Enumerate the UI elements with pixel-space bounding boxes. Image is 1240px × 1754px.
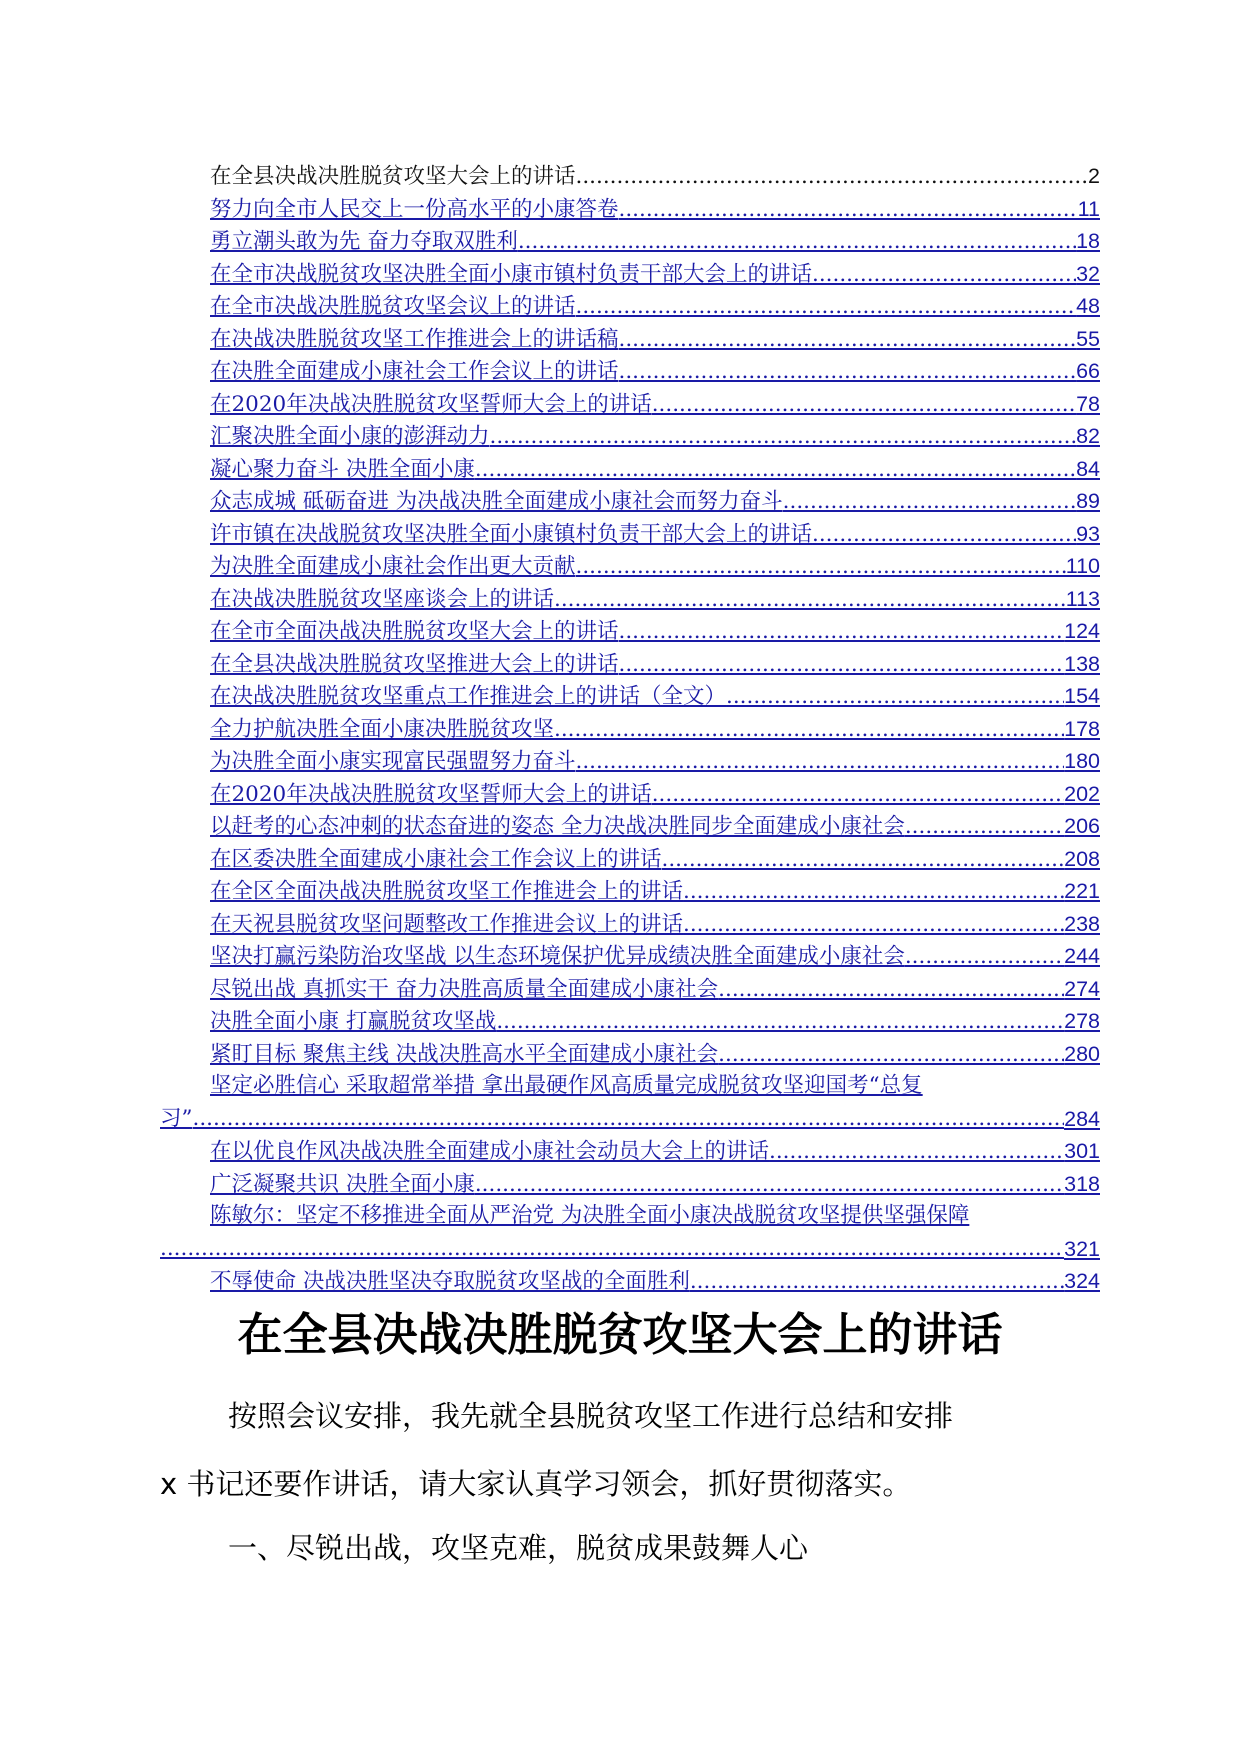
toc-page-number: 48 (1076, 294, 1100, 318)
toc-entry-link[interactable] (160, 323, 1100, 356)
toc-page-number: 180 (1064, 749, 1100, 773)
toc-dot-leader (619, 324, 1077, 357)
toc-dot-leader (812, 259, 1076, 292)
toc-dot-leader (783, 486, 1076, 519)
toc-entry-title: 紧盯目标 聚焦主线 决战决胜高水平全面建成小康社会 (210, 1041, 719, 1067)
toc-page-number: 84 (1076, 456, 1100, 481)
toc-page-number: 202 (1064, 781, 1100, 806)
toc-entry-title: 为决胜全面建成小康社会作出更大贡献 (210, 554, 576, 579)
toc-page-number: 82 (1076, 424, 1100, 448)
toc-entry-link[interactable] (160, 550, 1100, 583)
toc-entry-title: 为决胜全面小康实现富民强盟努力奋斗 (210, 749, 576, 774)
toc-entry-link[interactable] (160, 388, 1100, 421)
toc-entry-title: 决胜全面小康 打赢脱贫攻坚战 (210, 1009, 497, 1034)
toc-entry-link[interactable] (160, 290, 1100, 323)
toc-dot-leader (662, 844, 1065, 877)
toc-entry-link[interactable] (160, 355, 1100, 388)
toc-entry-link[interactable] (160, 615, 1100, 648)
toc-entry-link[interactable] (160, 225, 1100, 258)
toc-entry-title: 尽锐出战 真抓实干 奋力决胜高质量全面建成小康社会 (210, 976, 719, 1002)
toc-page-number: 318 (1064, 1171, 1100, 1196)
toc-entry-title: 不辱使命 决战决胜坚决夺取脱贫攻坚战的全面胜利 (210, 1269, 690, 1294)
toc-entry-link[interactable] (160, 1168, 1100, 1201)
toc-entry-title: 凝心聚力奋斗 决胜全面小康 (210, 456, 475, 482)
toc-dot-leader (652, 779, 1064, 812)
toc-dot-leader (726, 681, 1064, 714)
toc-entry-link[interactable] (160, 1038, 1100, 1071)
toc-entry-link[interactable] (160, 583, 1100, 616)
toc-page-number: 113 (1065, 586, 1100, 611)
toc-entry-link[interactable] (160, 713, 1100, 746)
toc-dot-leader (518, 226, 1076, 259)
table-of-contents (160, 160, 1100, 1298)
toc-page-number: 324 (1064, 1269, 1100, 1293)
toc-entry-title: 汇聚决胜全面小康的澎湃动力 (210, 424, 490, 449)
toc-page-number: 18 (1076, 229, 1100, 253)
document-title: 在全县决战决胜脱贫攻坚大会上的讲话 (237, 1308, 1003, 1361)
toc-entry-title: 在决胜全面建成小康社会工作会议上的讲话 (210, 359, 619, 384)
toc-entry-title: 在以优良作风决战决胜全面建成小康社会动员大会上的讲话 (210, 1139, 770, 1164)
body-paragraph (160, 1382, 1100, 1518)
toc-entry-link[interactable] (160, 420, 1100, 453)
toc-page-number: 284 (1064, 1106, 1100, 1131)
toc-dot-leader (576, 291, 1077, 324)
toc-page-number: 154 (1064, 684, 1100, 708)
toc-page-number: 55 (1076, 326, 1100, 351)
toc-entry-title: 在决战决胜脱贫攻坚工作推进会上的讲话稿 (210, 326, 619, 352)
toc-entry-title: 在全市决战决胜脱贫攻坚会议上的讲话 (210, 294, 576, 319)
toc-entry-title: 勇立潮头敢为先 奋力夺取双胜利 (210, 229, 518, 254)
paragraph-line-1: 按照会议安排，我先就全县脱贫攻坚工作进行总结和安排 (228, 1399, 954, 1433)
toc-page-number: 221 (1064, 879, 1100, 903)
toc-dot-leader (619, 356, 1077, 389)
toc-entry-title: 在天祝县脱贫攻坚问题整改工作推进会议上的讲话 (210, 911, 684, 937)
toc-entry-link[interactable] (160, 193, 1100, 226)
toc-entry-link-wrapped[interactable] (160, 1200, 1100, 1265)
toc-entry-link[interactable] (160, 908, 1100, 941)
toc-page-number: 78 (1076, 391, 1100, 416)
toc-entry-title: 在全区全面决战决胜脱贫攻坚工作推进会上的讲话 (210, 879, 684, 904)
toc-dot-leader (475, 454, 1076, 487)
toc-dot-leader (905, 941, 1064, 974)
toc-entry-title: 在区委决胜全面建成小康社会工作会议上的讲话 (210, 846, 662, 872)
toc-page-number: 321 (1064, 1236, 1100, 1261)
toc-entry-title-line1: 陈敏尔：坚定不移推进全面从严治党 为决胜全面小康决战脱贫攻坚提供坚强保障 (210, 1203, 970, 1228)
toc-entry-title: 在全市决战脱贫攻坚决胜全面小康市镇村负责干部大会上的讲话 (210, 261, 813, 287)
toc-entry-link[interactable] (160, 1265, 1100, 1298)
toc-dot-leader (576, 551, 1066, 584)
toc-page-number: 208 (1064, 846, 1100, 871)
toc-entry-link[interactable] (160, 940, 1100, 973)
toc-entry-title: 在决战决胜脱贫攻坚座谈会上的讲话 (210, 586, 555, 612)
toc-entry-title-line2: 习” (160, 1105, 193, 1131)
toc-entry-link[interactable] (160, 485, 1100, 518)
toc-entry-title: 广泛凝聚共识 决胜全面小康 (210, 1171, 475, 1197)
toc-dot-leader (193, 1103, 1065, 1136)
toc-dot-leader (769, 1136, 1064, 1169)
toc-page-number: 89 (1076, 489, 1100, 513)
section-heading: 一、尽锐出战，攻坚克难，脱贫成果鼓舞人心 (228, 1531, 809, 1565)
toc-entry-title-line1: 坚定必胜信心 采取超常举措 拿出最硬作风高质量完成脱贫攻坚迎国考“总复 (210, 1073, 923, 1098)
toc-entry-link[interactable] (160, 648, 1100, 681)
toc-entry-link[interactable] (160, 453, 1100, 486)
toc-page-number: 93 (1076, 521, 1100, 546)
toc-dot-leader (576, 161, 1089, 194)
toc-page-number: 110 (1065, 554, 1100, 578)
toc-page-number: 244 (1064, 944, 1100, 968)
toc-entry-link[interactable] (160, 1005, 1100, 1038)
toc-dot-leader (554, 584, 1066, 617)
toc-page-number: 274 (1064, 976, 1100, 1001)
toc-entry-link[interactable] (160, 843, 1100, 876)
toc-dot-leader (718, 1039, 1064, 1072)
toc-entry-title: 在2020年决战决胜脱贫攻坚誓师大会上的讲话 (210, 781, 652, 807)
toc-page-number: 280 (1064, 1041, 1100, 1066)
toc-entry-title: 在全县决战决胜脱贫攻坚推进大会上的讲话 (210, 651, 619, 677)
toc-entry-title: 在全市全面决战决胜脱贫攻坚大会上的讲话 (210, 619, 619, 644)
toc-entry-title: 坚决打赢污染防治攻坚战 以生态环境保护优异成绩决胜全面建成小康社会 (210, 944, 905, 969)
toc-dot-leader (812, 519, 1076, 552)
toc-entry-link[interactable] (160, 810, 1100, 843)
toc-entry-link[interactable] (160, 875, 1100, 908)
toc-dot-leader (905, 811, 1064, 844)
toc-entry-title: 在全县决战决胜脱贫攻坚大会上的讲话 (210, 164, 576, 189)
toc-entry-link[interactable] (160, 518, 1100, 551)
toc-entry-title: 努力向全市人民交上一份高水平的小康答卷 (210, 196, 619, 222)
toc-entry-link[interactable] (160, 160, 1100, 193)
toc-page-number: 66 (1076, 359, 1100, 383)
toc-dot-leader (619, 649, 1065, 682)
toc-dot-leader (683, 876, 1064, 909)
toc-dot-leader (683, 909, 1064, 942)
toc-entry-title: 许市镇在决战脱贫攻坚决胜全面小康镇村负责干部大会上的讲话 (210, 521, 813, 547)
toc-page-number: 301 (1064, 1139, 1100, 1163)
toc-dot-leader (652, 389, 1076, 422)
toc-page-number: 2 (1088, 164, 1100, 188)
toc-dot-leader (690, 1266, 1064, 1299)
toc-page-number: 206 (1064, 814, 1100, 838)
toc-dot-leader (718, 974, 1064, 1007)
toc-entry-link-wrapped[interactable] (160, 1070, 1100, 1135)
toc-entry-title: 众志成城 砥砺奋进 为决战决胜全面建成小康社会而努力奋斗 (210, 489, 783, 514)
toc-page-number: 32 (1076, 261, 1100, 286)
toc-entry-title: 在2020年决战决胜脱贫攻坚誓师大会上的讲话 (210, 391, 652, 417)
toc-dot-leader (619, 616, 1065, 649)
toc-dot-leader (576, 746, 1065, 779)
toc-dot-leader (160, 1233, 1064, 1266)
toc-page-number: 238 (1064, 911, 1100, 936)
toc-entry-link[interactable] (160, 258, 1100, 291)
toc-dot-leader (496, 1006, 1064, 1039)
toc-dot-leader (475, 1169, 1064, 1202)
toc-entry-link[interactable] (160, 680, 1100, 713)
paragraph-line-2: x 书记还要作讲话，请大家认真学习领会，抓好贯彻落实。 (160, 1467, 912, 1501)
toc-page-number: 11 (1077, 196, 1100, 221)
toc-dot-leader (619, 194, 1078, 227)
toc-page-number: 178 (1064, 716, 1100, 741)
toc-entry-title: 在决战决胜脱贫攻坚重点工作推进会上的讲话（全文） (210, 684, 727, 709)
toc-dot-leader (490, 421, 1077, 454)
toc-page-number: 278 (1064, 1009, 1100, 1033)
toc-page-number: 138 (1064, 651, 1100, 676)
toc-entry-title: 以赶考的心态冲刺的状态奋进的姿态 全力决战决胜同步全面建成小康社会 (210, 814, 905, 839)
toc-entry-link[interactable] (160, 1135, 1100, 1168)
toc-entry-link[interactable] (160, 745, 1100, 778)
toc-entry-title: 全力护航决胜全面小康决胜脱贫攻坚 (210, 716, 555, 742)
toc-entry-link[interactable] (160, 778, 1100, 811)
toc-page-number: 124 (1064, 619, 1100, 643)
toc-dot-leader (554, 714, 1064, 747)
toc-entry-link[interactable] (160, 973, 1100, 1006)
